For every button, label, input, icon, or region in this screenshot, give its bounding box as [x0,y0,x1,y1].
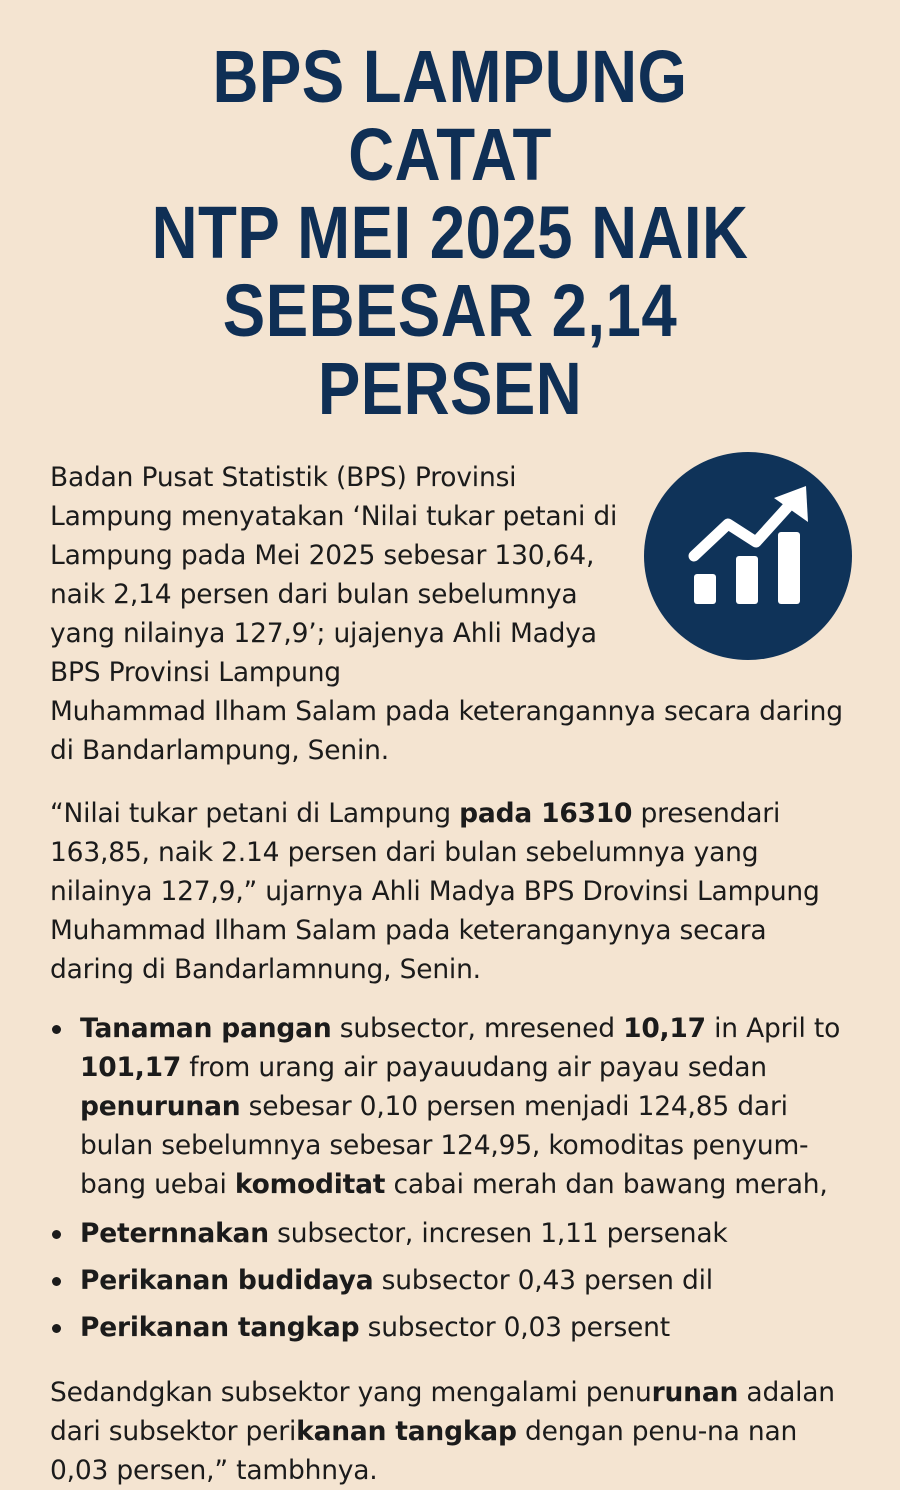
headline-line-3: SEBESAR 2,14 PERSEN [222,269,678,430]
subsector-text: sebesar 0,10 persen menjadi 124,85 dari bulan sebelumnya sebesar 124,95, komoditas penyum-bang uebai [80,1091,809,1200]
headline-line-2: NTP MEI 2025 NAIK [151,191,749,274]
headline-line-1: BPS LAMPUNG CATAT [212,35,688,196]
subsector-name: Perikanan tangkap [80,1312,360,1343]
paragraph-closing-text-a: Sedandgkan subsektor yang mengalami penu [50,1377,652,1408]
growth-chart-icon [644,452,852,660]
subsector-name: Peternnakan [80,1218,269,1249]
paragraph-closing-bold-a: runan [651,1377,739,1408]
subsector-list [50,1009,850,1347]
subsector-emphasis: komoditat [234,1169,386,1200]
paragraph-closing-bold-b: kanan tangkap [296,1416,517,1447]
paragraph-quote-text-b: presendari 163,85, naik 2.14 persen dari bulan sebelumnya yang nilainya 127,9,” ujarnya Ahli Madya BPS Drovinsi Lampung Muhammad Ilham Salam pada keteranganynya secara daring di Bandarlamnung, Senin. [50,798,820,985]
list-item [50,1261,850,1300]
paragraph-quote-text-a: “Nilai tukar petani di Lampung [50,798,460,829]
intro-section [50,458,850,770]
paragraph-quote [50,794,850,989]
subsector-text: cabai merah dan bawang merah, [385,1169,828,1200]
subsector-text: from urang air payauudang air payau sedan [181,1052,767,1083]
list-item [50,1009,850,1204]
headline [106,0,794,428]
subsector-text: subsector, incresen 1,11 persenak [268,1218,728,1249]
subsector-value: 10,17 [623,1013,706,1044]
subsector-text: subsector, mresened [331,1013,624,1044]
paragraph-quote-bold-a: pada 16310 [459,798,633,829]
list-item [50,1214,850,1253]
paragraph-intro-wide: Muhammad Ilham Salam pada keterangannya secara daring di Bandarlampung, Senin. [50,696,843,766]
paragraph-closing-text-c: dengan penu-na nan 0,03 persen,” tambhnya. [50,1416,798,1486]
subsector-emphasis: penurunan [80,1091,241,1122]
paragraph-closing-text-b: adalan dari subsektor peri [50,1377,835,1447]
subsector-text: subsector 0,43 persen dil [373,1265,713,1296]
subsector-name: Perikanan budidaya [80,1265,374,1296]
subsector-value: 101,17 [80,1052,182,1083]
subsector-text: in April to [705,1013,841,1044]
subsector-name: Tanaman pangan [80,1013,332,1044]
subsector-text: subsector 0,03 persent [359,1312,670,1343]
paragraph-closing [50,1373,850,1490]
paragraph-intro-narrow: Badan Pusat Statistik (BPS) Provinsi Lampung menyatakan ‘Nilai tukar petani di Lampung pada Mei 2025 sebesar 130,64, naik 2,14 persen dari bulan sebelumnya yang nilainya 127,9’; ujajenya Ahli Madya BPS Provinsi Lampung [50,462,618,688]
list-item [50,1308,850,1347]
